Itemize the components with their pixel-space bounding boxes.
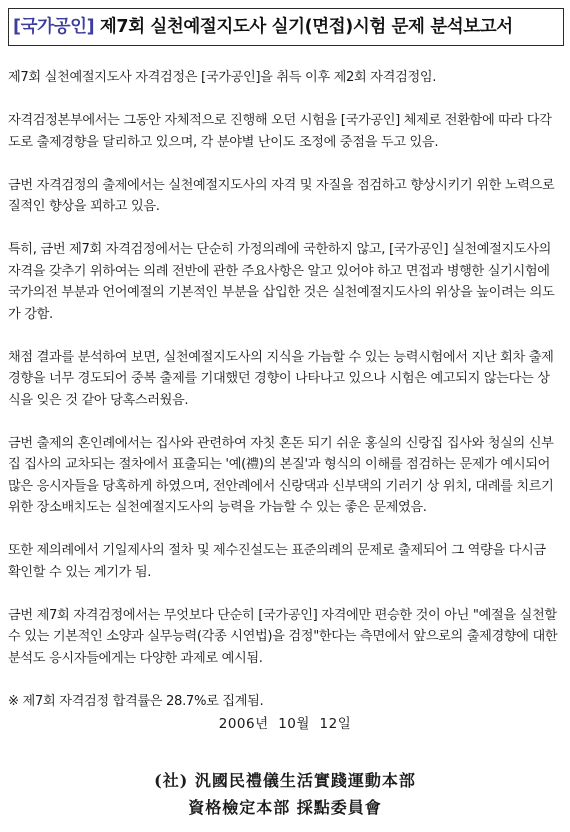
page-title: 제7회 실천예절지도사 실기(면접)시험 문제 분석보고서 [94, 17, 513, 37]
paragraph-quality: 금번 자격검정의 출제에서는 실천예절지도사의 자격 및 자질을 점검하고 향상시키기 위한 노력으로 질적인 향상을 꾀하고 있음. [8, 177, 555, 214]
report-date: 2006년 10월 12일 [218, 716, 352, 732]
paragraph-grading: 채점 결과를 분석하여 보면, 실천예절지도사의 지식을 가늠할 수 있는 능력시험에서 지난 회차 출제 경향을 너무 경도되어 중복 출제를 기대했던 경향이 나타나고 있으나 시험은 예고되지 않는다는 상식을 잊은 것 같아 당혹스러웠음. [8, 349, 554, 408]
organization-name: (社) 汎國民禮儀生活實踐運動本部 [154, 771, 416, 790]
paragraph-intro: 제7회 실천예절지도사 자격검정은 [국가공인]을 취득 이후 제2회 자격검정임. [8, 70, 437, 85]
title-brand: [국가공인] [13, 17, 95, 37]
paragraph-wedding: 금번 출제의 혼인례에서는 집사와 관련하여 자칫 혼돈 되기 쉬운 홍실의 신랑집 집사와 청실의 신부집 집사의 교차되는 절차에서 표출되는 '예(禮)의 본질'과 형식의 이해를 점검하는 문제가 예시되어 많은 응시자들을 당혹하게 하였으며, 전안례에서 신랑댁과 신부댁의 기러기 상 위치, 대례를 치르기 위한 장소배치도는 실천예절지도사의 능력을 가늠할 수 있는 좋은 문제였음. [8, 435, 554, 515]
paragraph-memorial: 또한 제의례에서 기일제사의 절차 및 제수진설도는 표준의례의 문제로 출제되어 그 역량을 다시금 확인할 수 있는 계기가 됨. [8, 543, 546, 580]
report-body [8, 67, 562, 734]
paragraph-system: 자격검정본부에서는 그동안 자체적으로 진행해 오던 시험을 [국가공인] 체제로 전환함에 따라 다각도로 출제경향을 달리하고 있으며, 각 분야별 난이도 조정에 중점을 두고 있음. [8, 113, 552, 150]
paragraph-pass-rate: ※ 제7회 자격검정 합격률은 28.7%로 집계됨. [8, 693, 264, 709]
paragraph-outlook: 금번 제7회 자격검정에서는 무엇보다 단순히 [국가공인] 자격에만 편승한 것이 아닌 "예절을 실천할 수 있는 기본적인 소양과 실무능력(각종 시연법)을 검정"한다는 측면에서 앞으로의 출제경향에 대한 분석도 응시자들에게는 다양한 과제로 예시됨. [8, 607, 558, 666]
paragraph-scope: 특히, 금번 제7회 자격검정에서는 단순히 가정의례에 국한하지 않고, [국가공인] 실천예절지도사의 자격을 갖추기 위하여는 의례 전반에 관한 주요사항은 알고 있어야 하고 면접과 병행한 실기시험에 국가의전 부분과 언어예절의 기본적인 부분을 삽입한 것은 실천예절지도사의 위상을 높이려는 의도가 강함. [8, 242, 555, 322]
report-title-box [8, 8, 564, 46]
committee-name: 資格檢定本部 採點委員會 [188, 798, 382, 817]
